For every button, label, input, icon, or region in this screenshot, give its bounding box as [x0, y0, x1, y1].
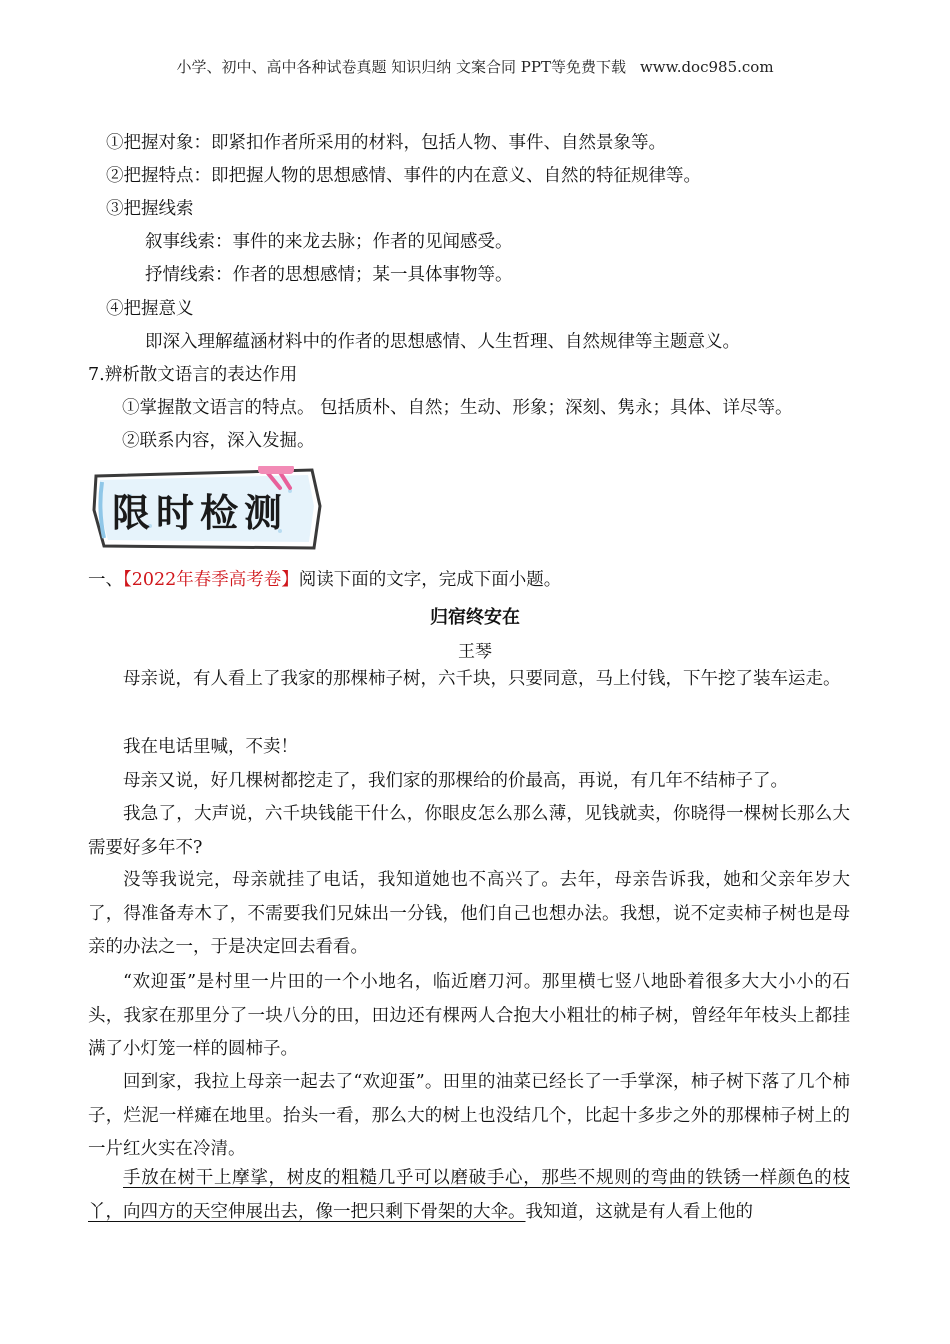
paragraph-8-rest: 我知道，这就是有人看上他的: [525, 1201, 753, 1222]
article-paragraph-5: 没等我说完，母亲就挂了电话，我知道她也不高兴了。去年，母亲告诉我，她和父亲年岁大了，得准备寿木了，不需要我们兄妹出一分钱，他们自己也想办法。我想，说不定卖柿子树也是母亲的办法之一，于是决定回去看看。: [88, 870, 850, 957]
article-paragraph-8: [88, 1162, 850, 1229]
header-url[interactable]: www.doc985.com: [639, 58, 774, 76]
outline-item-2: ②把握特点：即把握人物的思想感情、事件的内在意义、自然的特征规律等。: [106, 166, 701, 186]
question-line: [88, 568, 561, 592]
article-title: 归宿终安在: [430, 607, 520, 628]
outline-item-3: ③把握线索: [106, 199, 194, 219]
question-instruction: 阅读下面的文字，完成下面小题。: [298, 570, 562, 590]
article-paragraph-6: “欢迎蛋”是村里一片田的一个小地名，临近磨刀河。那里横七竖八地卧着很多大大小小的石头，我家在那里分了一块八分的田，田边还有棵两人合抱大小粗壮的柿子树，曾经年年枝头上都挂满了小灯笼一样的圆柿子。: [88, 972, 850, 1059]
article-paragraph-2: 我在电话里喊，不卖！: [123, 737, 298, 757]
outline-item-4a: 即深入理解蕴涵材料中的作者的思想感情、人生哲理、自然规律等主题意义。: [145, 332, 740, 352]
outline-item-3b: 抒情线索：作者的思想感情；某一具体事物等。: [145, 265, 513, 285]
outline-item-3a: 叙事线索：事件的来龙去脉；作者的见闻感受。: [145, 232, 513, 252]
article-paragraph-7: 回到家，我拉上母亲一起去了“欢迎蛋”。田里的油菜已经长了一手掌深，柿子树下落了几个柿子，烂泥一样瘫在地里。抬头一看，那么大的树上也没结几个，比起十多步之外的那棵柿子树上的一片红火实在冷清。: [88, 1072, 850, 1159]
outline-item-1: ①把握对象：即紧扣作者所采用的材料，包括人物、事件、自然景象等。: [106, 133, 666, 153]
outline-item-7a: ①掌握散文语言的特点。 包括质朴、自然；生动、形象；深刻、隽永；具体、详尽等。: [122, 398, 793, 418]
header-text: 小学、初中、高中各种试卷真题 知识归纳 文案合同 PPT等免费下载: [176, 58, 626, 76]
question-source: 【2022年春季高考卷】: [123, 570, 299, 590]
page-header: [0, 56, 950, 77]
section-banner-label: 限时检测: [112, 491, 289, 535]
outline-item-7: 7.辨析散文语言的表达作用: [88, 365, 298, 385]
article-paragraph-3: 母亲又说，好几棵树都挖走了，我们家的那棵给的价最高，再说，有几年不结柿子了。: [123, 771, 788, 791]
article-paragraph-1: 母亲说，有人看上了我家的那棵柿子树，六千块，只要同意，马上付钱，下午挖了装车运走。: [123, 669, 841, 689]
question-prefix: 一、: [88, 570, 123, 590]
outline-item-7b: ②联系内容，深入发掘。: [122, 431, 315, 451]
article-paragraph-4: 我急了，大声说，六千块钱能干什么，你眼皮怎么那么薄，见钱就卖，你晓得一棵树长那么大需要好多年不?: [88, 804, 850, 858]
article-author: 王琴: [458, 642, 492, 662]
underlined-sentence: 手放在树干上摩挲，树皮的粗糙几乎可以磨破手心，那些不规则的弯曲的铁锈一样颜色的枝丫，向四方的天空伸展出去，像一把只剩下骨架的大伞。: [88, 1168, 850, 1222]
outline-item-4: ④把握意义: [106, 299, 194, 319]
